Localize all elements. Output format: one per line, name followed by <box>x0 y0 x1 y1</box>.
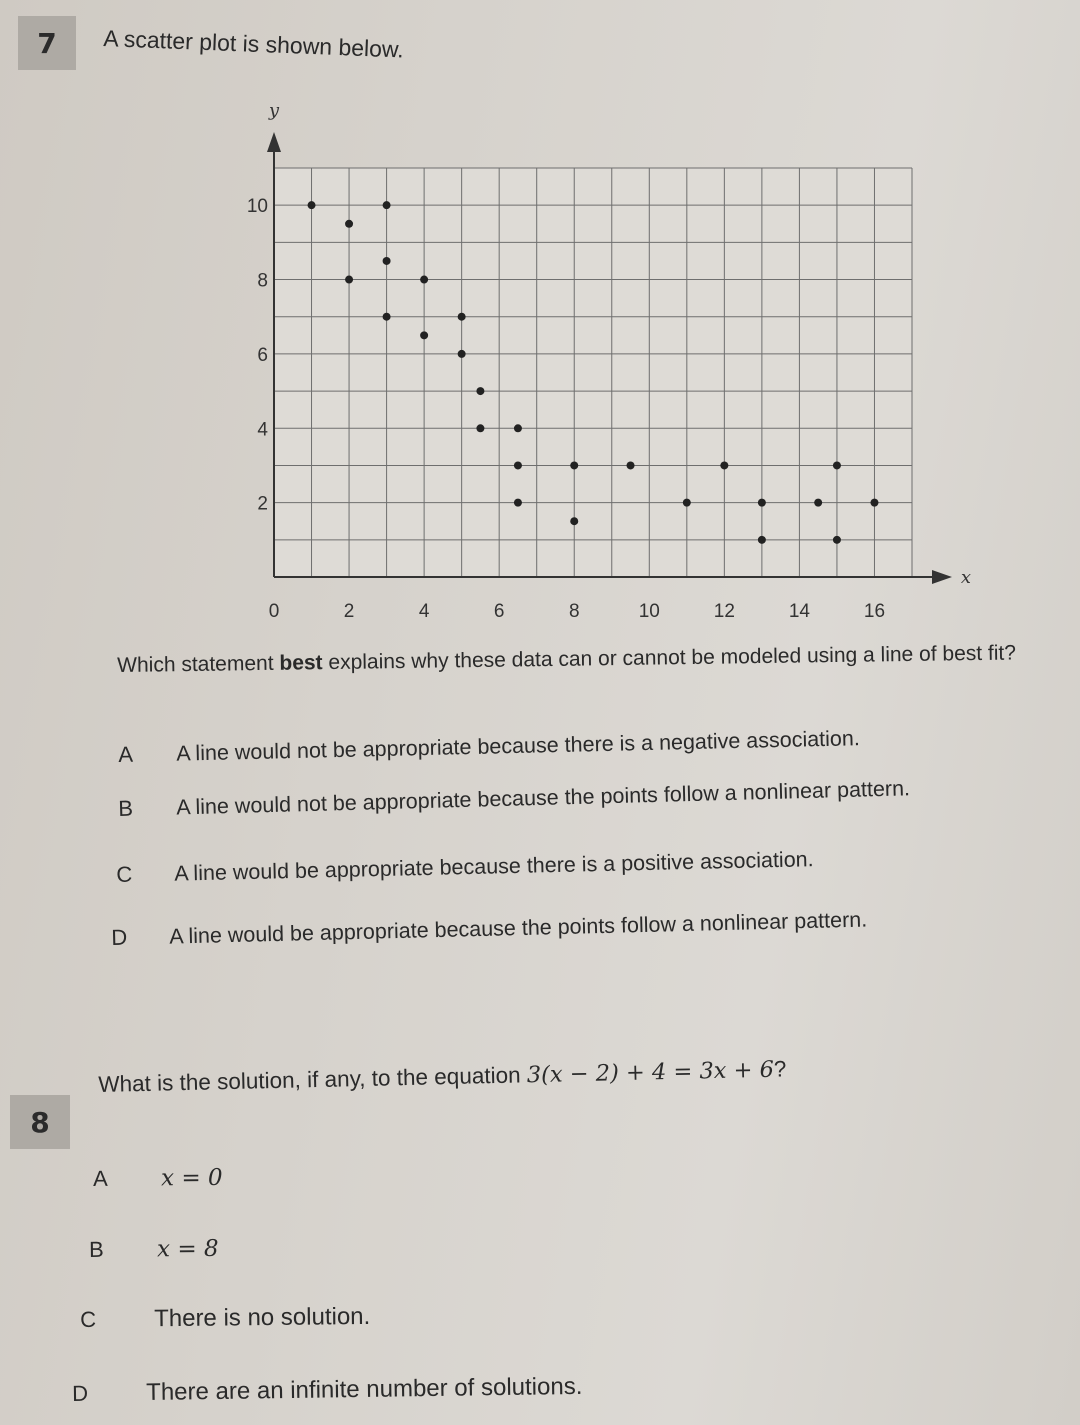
data-point <box>720 461 728 469</box>
data-point <box>514 424 522 432</box>
bold-word: best <box>279 651 323 675</box>
plot-grid <box>274 168 912 577</box>
option-text: x = 8 <box>157 1235 219 1263</box>
x-tick-label: 8 <box>568 601 580 622</box>
option-letter: A <box>118 741 134 767</box>
question-7-prompt: Which statement best explains why these data can or cannot be modeled using a line of best fit? <box>117 641 1017 677</box>
y-axis-label: y <box>268 100 280 121</box>
question-7-stem: A scatter plot is shown below. <box>102 24 405 63</box>
q8-option-a[interactable] <box>93 1164 223 1192</box>
q8-option-d[interactable] <box>72 1373 583 1408</box>
x-tick-label: 14 <box>788 601 810 622</box>
question-8-stem: What is the solution, if any, to the equation 3(x − 2) + 4 = 3x + 6? <box>98 1056 787 1097</box>
data-point <box>570 461 578 469</box>
q7-option-d[interactable] <box>111 907 867 951</box>
option-text: A line would not be appropriate because the points follow a nonlinear pattern. <box>176 776 911 820</box>
data-point <box>814 499 822 507</box>
x-tick-label: 12 <box>713 601 735 622</box>
q7-option-c[interactable] <box>116 846 814 888</box>
data-point <box>833 461 841 469</box>
option-text: A line would be appropriate because there is a positive association. <box>174 847 814 886</box>
data-point <box>627 461 635 469</box>
data-point <box>514 499 522 507</box>
y-tick-label: 6 <box>257 344 268 366</box>
q8-option-c[interactable] <box>80 1303 370 1334</box>
x-tick-label: 4 <box>418 601 430 622</box>
data-point <box>833 536 841 544</box>
y-tick-label: 8 <box>257 270 268 292</box>
option-text: There are an infinite number of solutions. <box>145 1372 583 1406</box>
data-point <box>870 499 878 507</box>
option-letter: B <box>118 795 134 821</box>
question-7-number: 7 <box>18 16 76 70</box>
data-point <box>570 517 578 525</box>
data-point <box>458 350 466 358</box>
data-point <box>383 313 391 321</box>
x-tick-label: 0 <box>268 601 280 622</box>
x-tick-label: 16 <box>863 601 886 622</box>
q8-option-b[interactable] <box>89 1235 219 1263</box>
option-letter: D <box>72 1380 89 1406</box>
option-letter: C <box>116 861 133 887</box>
plot-area <box>274 168 912 577</box>
option-text: A line would not be appropriate because there is a negative association. <box>176 726 861 766</box>
data-point <box>308 201 316 209</box>
data-point <box>383 257 391 265</box>
x-tick-label: 10 <box>638 601 660 622</box>
option-letter: B <box>89 1236 104 1262</box>
data-point <box>683 499 691 507</box>
y-tick-label: 2 <box>257 493 268 515</box>
option-letter: D <box>111 924 128 950</box>
option-text: There is no solution. <box>153 1302 371 1333</box>
equation: 3(x − 2) + 4 = 3x + 6 <box>526 1056 775 1089</box>
data-point <box>345 220 353 228</box>
q7-option-a[interactable] <box>118 725 860 768</box>
data-point <box>458 313 466 321</box>
data-point <box>758 499 766 507</box>
data-point <box>514 461 522 469</box>
data-point <box>476 387 484 395</box>
y-tick-label: 4 <box>257 419 268 441</box>
question-8-number: 8 <box>10 1095 70 1149</box>
option-text: A line would be appropriate because the points follow a nonlinear pattern. <box>169 907 868 949</box>
option-letter: C <box>80 1306 97 1332</box>
option-text: x = 0 <box>161 1164 223 1192</box>
option-letter: A <box>93 1165 108 1191</box>
x-axis-arrow <box>932 570 952 584</box>
data-point <box>383 201 391 209</box>
y-axis-arrow <box>267 132 281 152</box>
y-tick-label: 10 <box>246 196 268 218</box>
data-point <box>420 331 428 339</box>
data-point <box>420 276 428 284</box>
x-tick-label: 6 <box>493 601 505 622</box>
q7-option-b[interactable] <box>118 775 910 822</box>
x-axis-label: x <box>960 567 972 588</box>
scatter-plot <box>0 0 1080 640</box>
x-tick-label: 2 <box>343 601 355 622</box>
data-point <box>758 536 766 544</box>
data-point <box>345 276 353 284</box>
data-point <box>476 424 484 432</box>
